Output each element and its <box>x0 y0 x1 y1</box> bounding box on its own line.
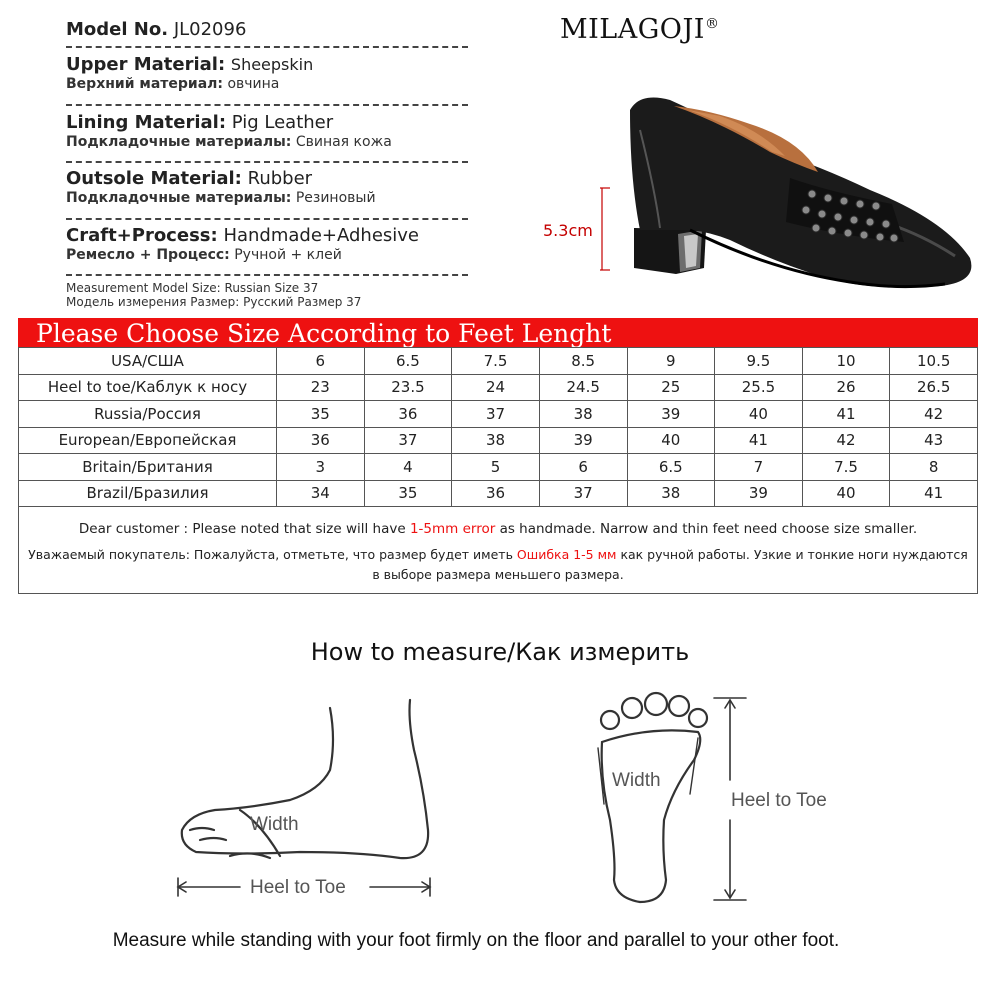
foot-side-illustration <box>182 700 428 858</box>
size-row-label: Britain/Британия <box>19 454 277 481</box>
divider <box>66 104 468 106</box>
size-cell: 6.5 <box>627 454 715 481</box>
size-cell: 35 <box>277 401 365 428</box>
divider <box>66 161 468 163</box>
size-cell: 34 <box>277 480 365 507</box>
divider <box>66 274 468 276</box>
size-cell: 43 <box>890 427 978 454</box>
size-cell: 39 <box>539 427 627 454</box>
size-cell: 10 <box>802 348 890 375</box>
notice-english: Dear customer : Please noted that size will have 1-5mm error as handmade. Narrow and thin feet need choose size smaller. <box>78 521 918 537</box>
size-cell: 23.5 <box>364 374 452 401</box>
size-cell: 42 <box>802 427 890 454</box>
size-table <box>18 347 978 507</box>
size-row-label: Brazil/Бразилия <box>19 480 277 507</box>
lining-material: Lining Material: Pig Leather Подкладочные материалы: Свиная кожа <box>66 112 392 150</box>
size-cell: 9.5 <box>715 348 803 375</box>
size-row-label: USA/CША <box>19 348 277 375</box>
size-cell: 38 <box>627 480 715 507</box>
size-row <box>19 374 978 401</box>
size-cell: 6.5 <box>364 348 452 375</box>
shoe-photo <box>600 70 980 310</box>
size-cell: 37 <box>364 427 452 454</box>
size-row <box>19 480 978 507</box>
size-row-label: European/Европейская <box>19 427 277 454</box>
size-chart <box>18 318 978 594</box>
size-cell: 7.5 <box>452 348 540 375</box>
foot-sole-illustration <box>601 693 707 902</box>
side-length-label: Heel to Toe <box>250 877 346 898</box>
size-cell: 38 <box>539 401 627 428</box>
brand-logo: MILAGOJI® <box>560 14 720 45</box>
size-cell: 6 <box>539 454 627 481</box>
size-cell: 40 <box>715 401 803 428</box>
size-cell: 42 <box>890 401 978 428</box>
size-cell: 40 <box>802 480 890 507</box>
size-cell: 41 <box>715 427 803 454</box>
size-cell: 37 <box>452 401 540 428</box>
size-cell: 38 <box>452 427 540 454</box>
size-cell: 8 <box>890 454 978 481</box>
size-cell: 3 <box>277 454 365 481</box>
side-width-label: Width <box>250 814 299 835</box>
divider <box>66 46 468 48</box>
size-cell: 36 <box>364 401 452 428</box>
sole-length-label: Heel to Toe <box>731 790 827 811</box>
sole-width-label: Width <box>612 770 661 791</box>
size-cell: 41 <box>802 401 890 428</box>
divider <box>66 218 468 220</box>
measure-instruction: Measure while standing with your foot firmly on the floor and parallel to your other foot. <box>112 930 840 951</box>
size-banner: Please Choose Size According to Feet Lenght <box>18 318 978 347</box>
size-row-label: Russia/Россия <box>19 401 277 428</box>
upper-material: Upper Material: Sheepskin Верхний материал: овчина <box>66 54 314 92</box>
size-cell: 9 <box>627 348 715 375</box>
size-cell: 24.5 <box>539 374 627 401</box>
size-cell: 36 <box>452 480 540 507</box>
heel-height-label: 5.3cm <box>543 221 593 240</box>
spec-sheet <box>66 20 468 41</box>
size-row <box>19 401 978 428</box>
size-cell: 10.5 <box>890 348 978 375</box>
size-cell: 7 <box>715 454 803 481</box>
size-row <box>19 454 978 481</box>
measurement-model: Measurement Model Size: Russian Size 37 Модель измерения Размер: Русский Размер 37 <box>66 281 362 309</box>
size-cell: 39 <box>627 401 715 428</box>
size-row <box>19 348 978 375</box>
model-number: Model No. JL02096 <box>66 19 247 40</box>
size-cell: 6 <box>277 348 365 375</box>
size-row <box>19 427 978 454</box>
heel-height-marker <box>600 188 610 270</box>
notice-russian: Уважаемый покупатель: Пожалуйста, отметьте, что размер будет иметь Ошибка 1-5 мм как ручной работы. Узкие и тонкие ноги нуждаются в выборе размера меньшего размера. <box>28 547 968 582</box>
size-cell: 37 <box>539 480 627 507</box>
size-cell: 8.5 <box>539 348 627 375</box>
size-cell: 7.5 <box>802 454 890 481</box>
size-cell: 26 <box>802 374 890 401</box>
size-cell: 39 <box>715 480 803 507</box>
size-cell: 40 <box>627 427 715 454</box>
size-cell: 5 <box>452 454 540 481</box>
size-cell: 35 <box>364 480 452 507</box>
size-cell: 25.5 <box>715 374 803 401</box>
outsole-material: Outsole Material: Rubber Подкладочные материалы: Резиновый <box>66 168 376 206</box>
size-cell: 25 <box>627 374 715 401</box>
craft-process: Craft+Process: Handmade+Adhesive Ремесло + Процесс: Ручной + клей <box>66 225 419 263</box>
size-cell: 41 <box>890 480 978 507</box>
how-to-measure-title: How to measure/Как измерить <box>310 638 690 666</box>
size-cell: 36 <box>277 427 365 454</box>
size-cell: 24 <box>452 374 540 401</box>
measure-diagram <box>0 680 1000 930</box>
size-cell: 26.5 <box>890 374 978 401</box>
size-notice <box>18 507 978 594</box>
size-cell: 23 <box>277 374 365 401</box>
size-cell: 4 <box>364 454 452 481</box>
size-row-label: Heel to toe/Каблук к носу <box>19 374 277 401</box>
